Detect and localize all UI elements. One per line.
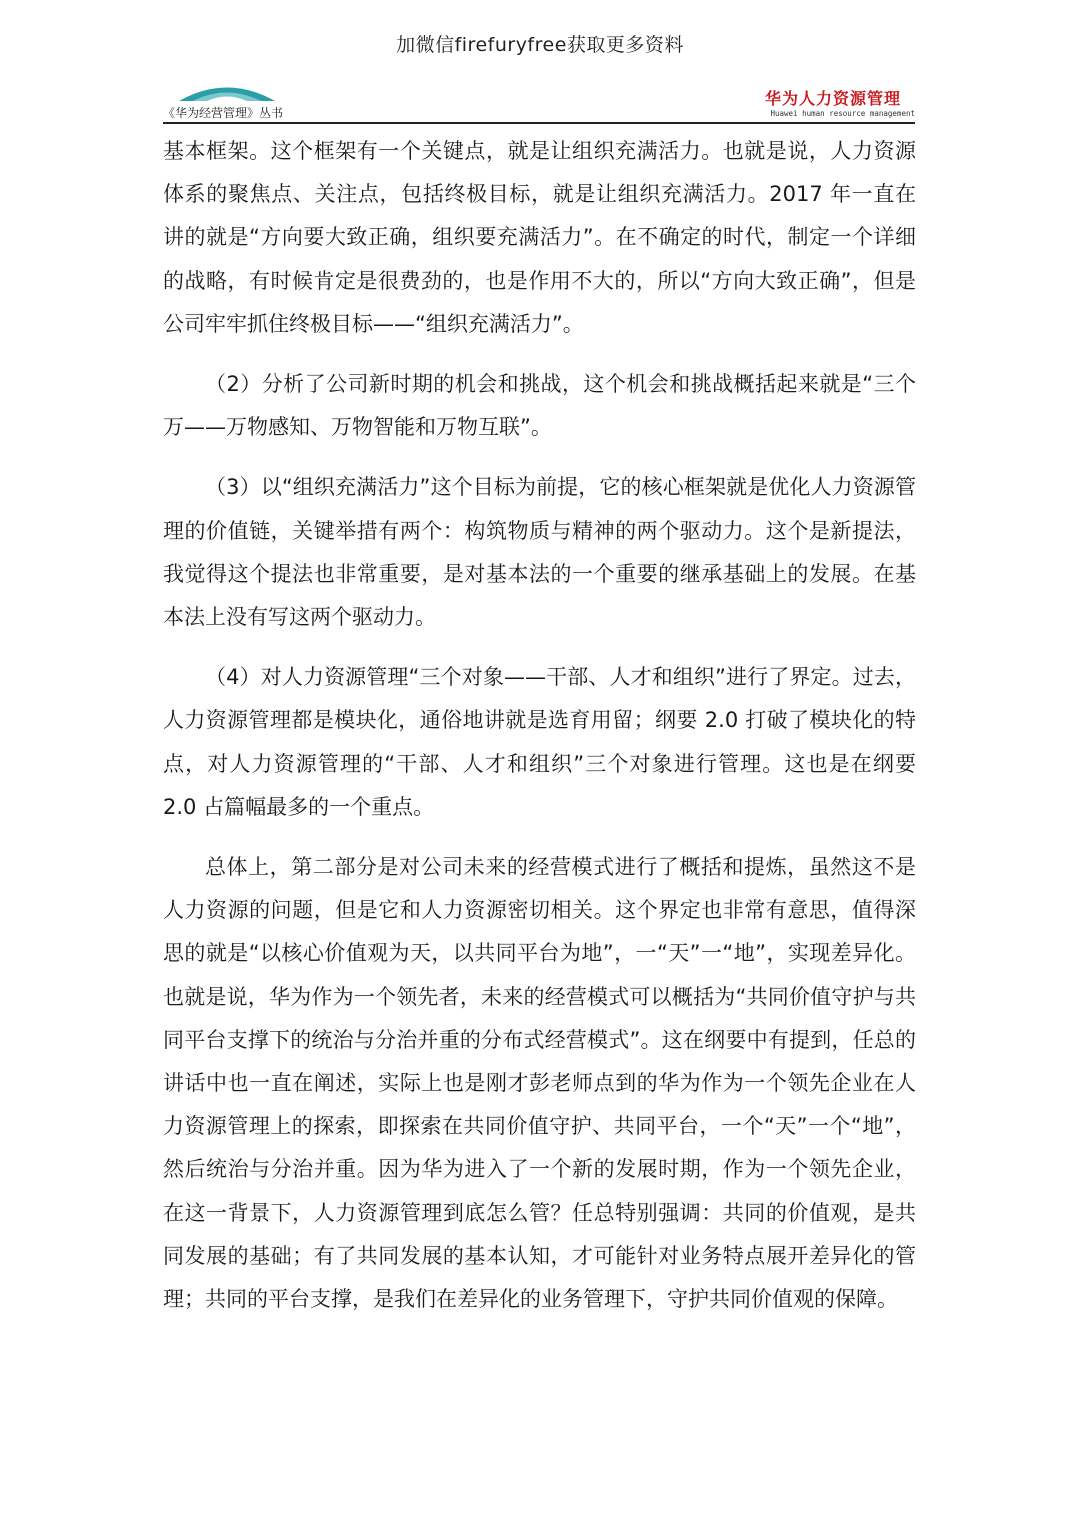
paragraph-point-2: （2）分析了公司新时期的机会和挑战，这个机会和挑战概括起来就是“三个万——万物感知、万物智能和万物互联”。 [163, 372, 916, 440]
page-header [163, 76, 915, 124]
series-title: 《华为经营管理》丛书 [163, 106, 284, 120]
paragraph-continued: 基本框架。这个框架有一个关键点，就是让组织充满活力。也就是说，人力资源体系的聚焦点、关注点，包括终极目标，就是让组织充满活力。2017 年一直在讲的就是“方向要大致正确，组织要充满活力”。在不确定的时代，制定一个详细的战略，有时候肯定是很费劲的，也是作用不大的，所以“方向大致正确”，但是公司牢牢抓住终极目标——“组织充满活力”。 [163, 139, 916, 336]
paragraph-point-3: （3）以“组织充满活力”这个目标为前提，它的核心框架就是优化人力资源管理的价值链，关键举措有两个：构筑物质与精神的两个驱动力。这个是新提法，我觉得这个提法也非常重要，是对基本法的一个重要的继承基础上的发展。在基本法上没有写这两个驱动力。 [163, 475, 916, 630]
watermark-text: 加微信firefuryfree获取更多资料 [396, 34, 684, 56]
paragraph-point-4: （4）对人力资源管理“三个对象——干部、人才和组织”进行了界定。过去，人力资源管理都是模块化，通俗地讲就是选育用留；纲要 2.0 打破了模块化的特点，对人力资源管理的“干部、人才和组织”三个对象进行管理。这也是在纲要 2.0 占篇幅最多的一个重点。 [163, 665, 916, 819]
paragraph-summary: 总体上，第二部分是对公司未来的经营模式进行了概括和提炼，虽然这不是人力资源的问题，但是它和人力资源密切相关。这个界定也非常有意思，值得深思的就是“以核心价值观为天，以共同平台为地”，一“天”一“地”，实现差异化。也就是说，华为作为一个领先者，未来的经营模式可以概括为“共同价值守护与共同平台支撑下的统治与分治并重的分布式经营模式”。这在纲要中有提到，任总的讲话中也一直在阐述，实际上也是刚才彭老师点到的华为作为一个领先企业在人力资源管理上的探索，即探索在共同价值守护、共同平台，一个“天”一个“地”，然后统治与分治并重。因为华为进入了一个新的发展时期，作为一个领先企业，在这一背景下，人力资源管理到底怎么管？任总特别强调：共同的价值观，是共同发展的基础；有了共同发展的基本认知，才可能针对业务特点展开差异化的管理；共同的平台支撑，是我们在差异化的业务管理下，守护共同价值观的保障。 [163, 855, 916, 1312]
header-divider [163, 122, 915, 124]
brand-title: 华为人力资源管理 [764, 89, 901, 108]
body-text [163, 130, 916, 1321]
brand-subtitle: Huawei human resource management [770, 109, 915, 118]
series-logo-icon [177, 80, 277, 102]
